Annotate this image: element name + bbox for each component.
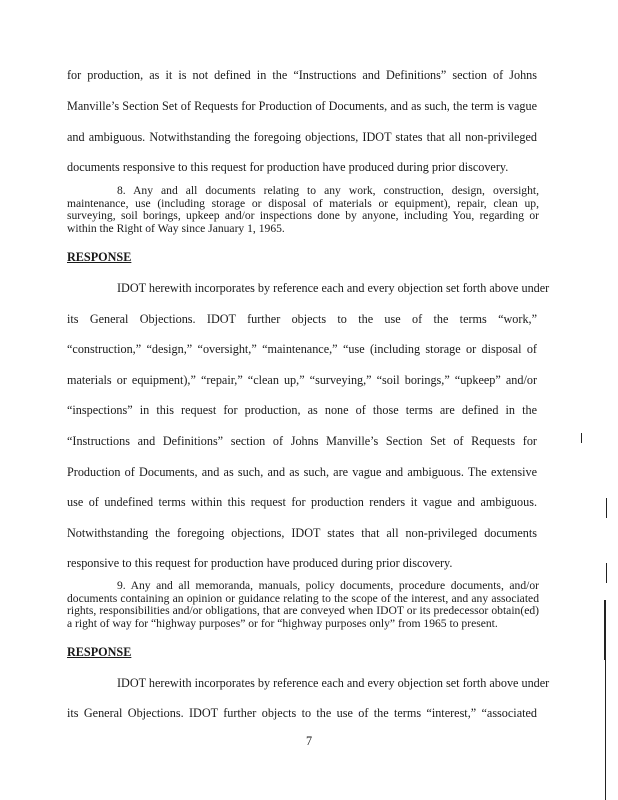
response-line: its General Objections. IDOT further objects to the use of the terms “work,” <box>67 312 537 326</box>
scan-mark <box>606 498 607 518</box>
paragraph-line: for production, as it is not defined in the “Instructions and Definitions” section of Johns <box>67 68 537 82</box>
paragraph-line: documents responsive to this request for production have produced during prior discovery. <box>67 160 509 174</box>
response-line: its General Objections. IDOT further objects to the use of the terms “interest,” “associated <box>67 706 537 720</box>
request-8: 8. Any and all documents relating to any work, construction, design, oversight, maintenance, use (including storage or disposal of materials or equipment), repair, clean up, surveying, soil borings, upkeep and/or inspections done by anyone, including You, regarding or within the Right of Way since January 1, 1965. <box>67 184 539 235</box>
response-line: “inspections” in this request for production, as none of those terms are defined in the <box>67 403 537 417</box>
response-line: responsive to this request for production have produced during prior discovery. <box>67 556 453 570</box>
response-line: materials or equipment),” “repair,” “clean up,” “surveying,” “soil borings,” “upkeep” and/or <box>67 373 537 387</box>
response-line: “construction,” “design,” “oversight,” “maintenance,” “use (including storage or disposal of <box>67 342 537 356</box>
request-9: 9. Any and all memoranda, manuals, policy documents, procedure documents, and/or documents containing an opinion or guidance relating to the scope of the interest, and any associated rights, responsibilities and/or obligations, that are conveyed when IDOT or its predecessor obtain(ed) a right of way for “highway purposes” or for “highway purposes only” from 1965 to present. <box>67 579 539 630</box>
page-number: 7 <box>305 734 313 748</box>
response-line: “Instructions and Definitions” section of Johns Manville’s Section Set of Requests for <box>67 434 537 448</box>
paragraph-line: Manville’s Section Set of Requests for Production of Documents, and as such, the term is vague <box>67 99 537 113</box>
response-line: use of undefined terms within this request for production renders it vague and ambiguous. <box>67 495 537 509</box>
response-heading: RESPONSE <box>67 250 132 264</box>
response-line: IDOT herewith incorporates by reference each and every objection set forth above under <box>117 281 550 295</box>
response-line: IDOT herewith incorporates by reference each and every objection set forth above under <box>117 676 550 690</box>
response-line: Production of Documents, and as such, and as such, are vague and ambiguous. The extensive <box>67 465 537 479</box>
scan-mark <box>605 660 606 800</box>
scan-mark <box>581 433 582 443</box>
response-line: Notwithstanding the foregoing objections, IDOT states that all non-privileged documents <box>67 526 537 540</box>
scan-mark <box>604 600 606 660</box>
scan-mark <box>606 563 607 583</box>
paragraph-line: and ambiguous. Notwithstanding the foregoing objections, IDOT states that all non-privileged <box>67 130 537 144</box>
response-heading: RESPONSE <box>67 645 132 659</box>
